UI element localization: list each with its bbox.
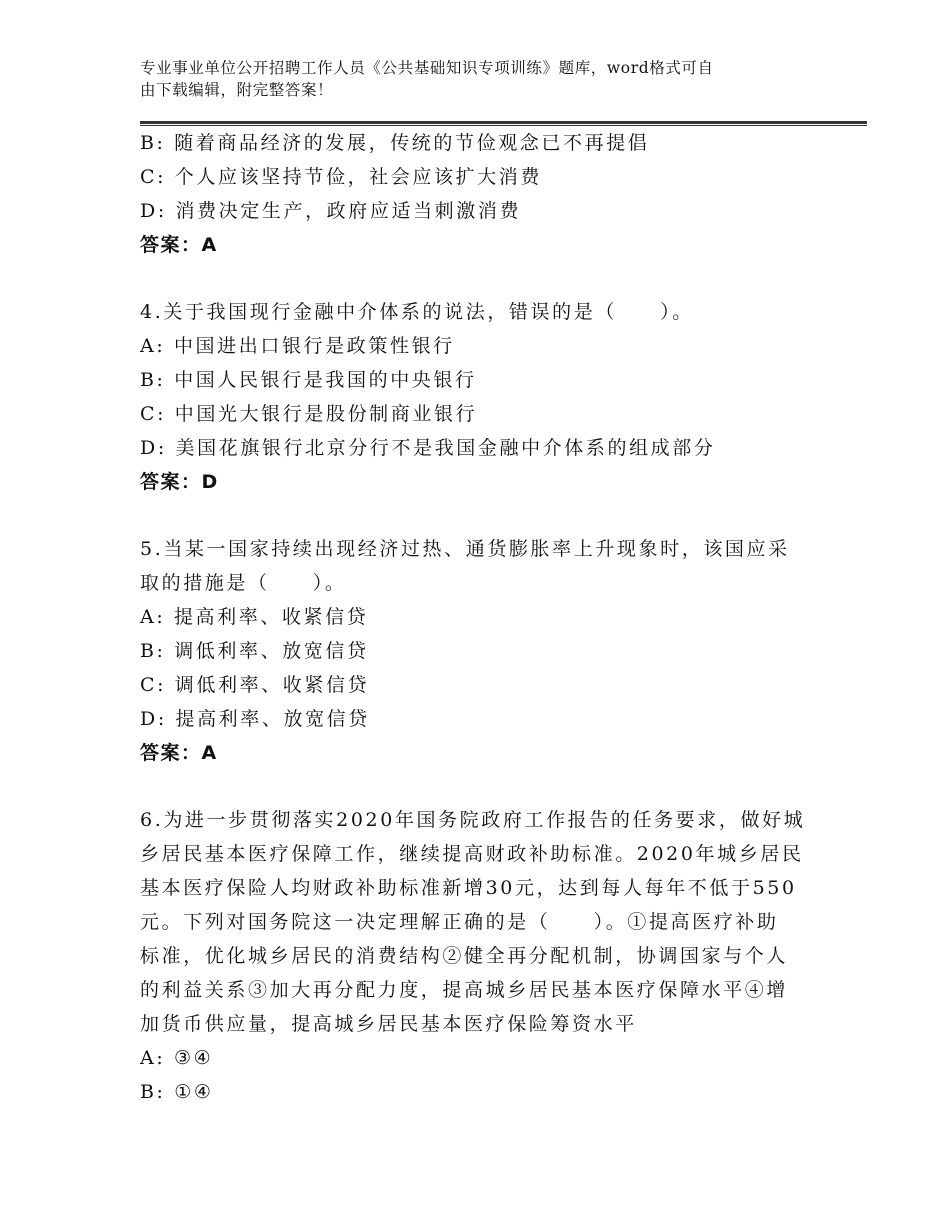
- question-stem-line: 6.为进一步贯彻落实2020年国务院政府工作报告的任务要求，做好城: [140, 809, 806, 831]
- option-c: C: 中国光大银行是股份制商业银行: [140, 403, 478, 425]
- option-b: B: 调低利率、放宽信贷: [140, 640, 369, 662]
- question-stem-line: 元。下列对国务院这一决定理解正确的是（ ）。①提高医疗补助: [140, 911, 779, 933]
- option-d: D: 提高利率、放宽信贷: [140, 708, 370, 730]
- header-rule-thick: [140, 121, 867, 124]
- question-4: [140, 295, 820, 499]
- question-stem-line: 基本医疗保险人均财政补助标准新增30元，达到每人每年不低于550: [140, 877, 797, 899]
- question-3-tail: [140, 126, 820, 262]
- option-b: B: ①④: [140, 1081, 214, 1103]
- spacer: [140, 262, 820, 295]
- question-stem: 4.关于我国现行金融中介体系的说法，错误的是（ ）。: [140, 301, 694, 323]
- spacer: [140, 770, 820, 803]
- option-b: B: 随着商品经济的发展，传统的节俭观念已不再提倡: [140, 132, 650, 154]
- answer-label: 答案：A: [140, 742, 218, 764]
- question-content: [140, 126, 820, 1109]
- option-a: A: 提高利率、收紧信贷: [140, 606, 369, 628]
- spacer: [140, 499, 820, 532]
- answer-label: 答案：A: [140, 234, 218, 256]
- question-stem-line: 的利益关系③加大再分配力度，提高城乡居民基本医疗保障水平④增: [140, 979, 789, 1001]
- page-header: [140, 57, 810, 101]
- option-c: C: 调低利率、收紧信贷: [140, 674, 370, 696]
- question-5: [140, 532, 820, 770]
- answer-label: 答案：D: [140, 471, 219, 493]
- option-b: B: 中国人民银行是我国的中央银行: [140, 369, 477, 391]
- question-6: [140, 803, 820, 1109]
- option-d: D: 美国花旗银行北京分行不是我国金融中介体系的组成部分: [140, 437, 716, 459]
- header-line-2: 由下载编辑，附完整答案！: [140, 81, 334, 99]
- question-stem-line: 乡居民基本医疗保障工作，继续提高财政补助标准。2020年城乡居民: [140, 843, 804, 865]
- question-stem-line: 取的措施是（ ）。: [140, 572, 347, 594]
- option-a: A: 中国进出口银行是政策性银行: [140, 335, 455, 357]
- header-line-1: 专业事业单位公开招聘工作人员《公共基础知识专项训练》题库，word格式可自: [140, 59, 714, 77]
- question-stem-line: 5.当某一国家持续出现经济过热、通货膨胀率上升现象时，该国应采: [140, 538, 790, 560]
- option-a: A: ③④: [140, 1047, 214, 1069]
- option-d: D: 消费决定生产，政府应适当刺激消费: [140, 200, 522, 222]
- option-c: C: 个人应该坚持节俭，社会应该扩大消费: [140, 166, 542, 188]
- question-stem-line: 加货币供应量，提高城乡居民基本医疗保险筹资水平: [140, 1013, 637, 1035]
- question-stem-line: 标准，优化城乡居民的消费结构②健全再分配机制，协调国家与个人: [140, 945, 789, 967]
